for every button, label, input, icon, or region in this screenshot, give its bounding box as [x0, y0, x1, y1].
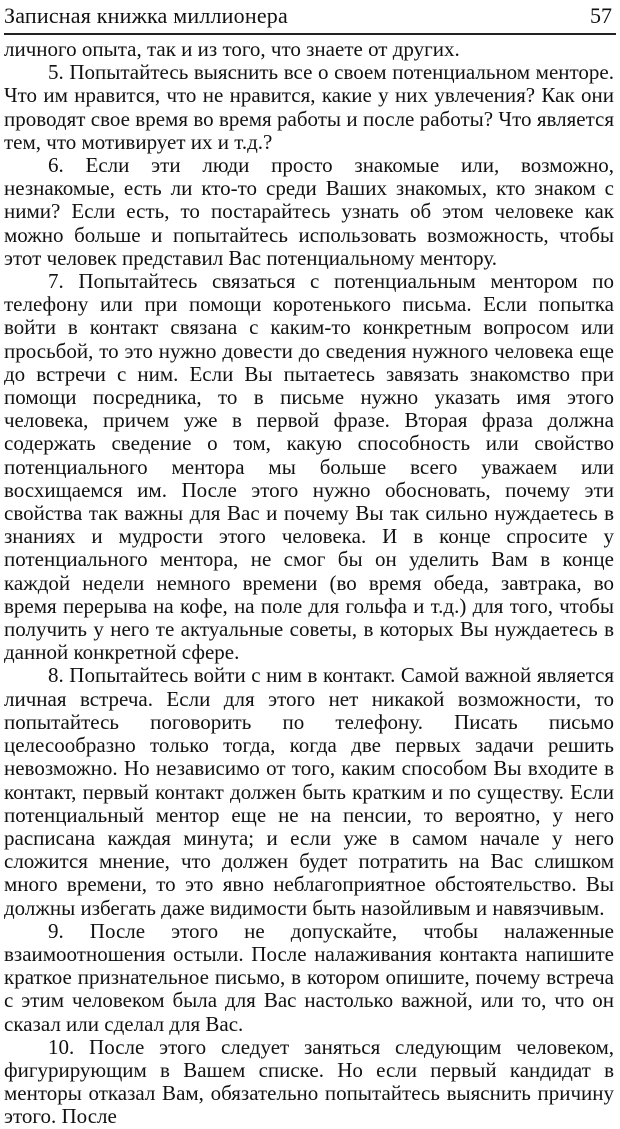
- paragraph-continuation: личного опыта, так и из того, что знаете от других.: [4, 37, 460, 61]
- body-text: [4, 38, 614, 1129]
- paragraph-item-5: 5. Попытайтесь выяснить все о своем потенциальном менторе. Что им нравится, что не нравится, какие у них увлечения? Как они проводят свое время во время работы и после работы? Что является тем, что мотивирует их и т.д.?: [4, 60, 614, 154]
- running-header: [4, 2, 616, 32]
- paragraph-item-8: 8. Попытайтесь войти с ним в контакт. Самой важной является личная встреча. Если для этого нет никакой возможности, то попытайтесь поговорить по телефону. Писать письмо целесообразно только тогда, когда две первых задачи решить невозможно. Но независимо от того, каким способом Вы входите в контакт, первый контакт должен быть кратким и по существу. Если потенциальный ментор еще не на пенсии, то вероятно, у него расписана каждая минута; и если уже в самом начале у него сложится мнение, что должен будет потратить на Вас слишком много времени, то это явно неблагоприятное обстоятельство. Вы должны избегать даже видимости быть назойливым и навязчивым.: [4, 663, 614, 920]
- paragraph-item-6: 6. Если эти люди просто знакомые или, возможно, незнакомые, есть ли кто-то среди Ваших знакомых, кто знаком с ними? Если есть, то постарайтесь узнать об этом человеке как можно больше и попытайтесь использовать возможность, чтобы этот человек представил Вас потенциальному ментору.: [4, 153, 614, 270]
- page-number: 57: [590, 3, 612, 28]
- header-rule: [4, 33, 616, 35]
- paragraph-item-9: 9. После этого не допускайте, чтобы налаженные взаимоотношения остыли. После налаживания контакта напишите краткое признательное письмо, в котором опишите, почему встреча с этим человеком была для Вас настолько важной, или то, что он сказал или сделал для Вас.: [4, 918, 614, 1036]
- paragraph-item-7: 7. Попытайтесь связаться с потенциальным ментором по телефону или при помощи коротенького письма. Если попытка войти в контакт связана с каким-то конкретным вопросом или просьбой, то это нужно довести до сведения нужного человека еще до встречи с ним. Если Вы пытаетесь завязать знакомство при помощи посредника, то в письме нужно указать имя этого человека, причем уже в первой фразе. Вторая фраза должна содержать сведение о том, какую способность или свойство потенциального ментора мы больше всего уважаем или восхищаемся им. После этого нужно обосновать, почему эти свойства так важны для Вас и почему Вы так сильно нуждаетесь в знаниях и мудрости этого человека. И в конце спросите у потенциального ментора, не смог бы он уделить Вам в конце каждой недели немного времени (во время обеда, завтрака, во время перерыва на кофе, на поле для гольфа и т.д.) для того, чтобы получить у него те актуальные советы, в которых Вы нуждаетесь в данной конкретной сфере.: [4, 269, 614, 665]
- paragraph-item-10: 10. После этого следует заняться следующим человеком, фигурирующим в Вашем списке. Но если первый кандидат в менторы отказал Вам, обязательно попытайтесь выяснить причину этого. После: [4, 1034, 614, 1129]
- running-header-title: Записная книжка миллионера: [4, 3, 288, 28]
